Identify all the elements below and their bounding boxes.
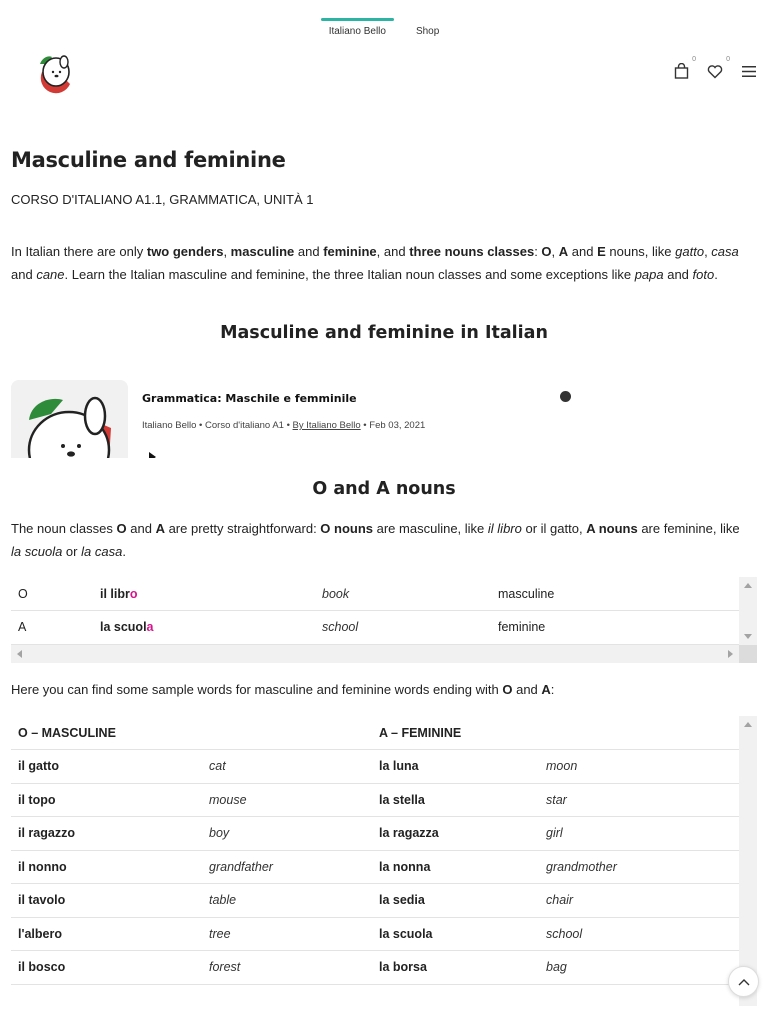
samples-table-wrapper: [11, 716, 757, 1006]
feminine-word: la stella: [372, 783, 539, 817]
masculine-english: forest: [202, 951, 372, 985]
noun-classes-table-wrapper: [11, 577, 757, 663]
page-title: Masculine and feminine: [11, 148, 286, 172]
table-row: [11, 951, 739, 985]
english-cell: school: [315, 611, 491, 645]
masculine-english: mouse: [202, 783, 372, 817]
feminine-english: girl: [539, 817, 739, 851]
gender-cell: masculine: [491, 577, 739, 611]
site-logo[interactable]: [34, 50, 78, 94]
play-icon[interactable]: [149, 452, 156, 458]
word-cell: il libro: [93, 577, 315, 611]
masculine-word: il ragazzo: [11, 817, 202, 851]
masculine-english: cat: [202, 750, 372, 784]
feminine-column-header: A – FEMININE: [372, 716, 739, 750]
noun-classes-table: [11, 577, 739, 645]
intro-paragraph: In Italian there are only two genders, masculine and feminine, and three nouns classes: O, A and E nouns, like gatto, casa and cane. Learn the Italian masculine and feminine, the three Italian noun classes and some exceptions like papa and foto.: [11, 244, 739, 282]
cart-count: 0: [692, 56, 696, 63]
feminine-english: moon: [539, 750, 739, 784]
ending-highlight: o: [129, 586, 138, 601]
masculine-word: il nonno: [11, 850, 202, 884]
table-row: [11, 884, 739, 918]
ending-highlight: a: [146, 620, 154, 635]
horizontal-scrollbar[interactable]: [11, 645, 739, 663]
page-subtitle: CORSO D'ITALIANO A1.1, GRAMMATICA, UNITÀ 1: [11, 192, 314, 207]
heart-icon: [707, 64, 723, 79]
table-row: [11, 750, 739, 784]
dog-cover-icon: [11, 380, 128, 458]
word-cell: la scuola: [93, 611, 315, 645]
feminine-english: bag: [539, 951, 739, 985]
table-header-row: [11, 716, 739, 750]
nav-item-shop[interactable]: Shop: [415, 26, 440, 37]
samples-intro-paragraph: Here you can find some sample words for masculine and feminine words ending with O and A:: [11, 682, 555, 697]
feminine-english: star: [539, 783, 739, 817]
english-cell: book: [315, 577, 491, 611]
chevron-up-icon: [738, 978, 750, 986]
masculine-word: l'albero: [11, 917, 202, 951]
shopping-bag-icon: [674, 63, 689, 79]
table-row: [11, 917, 739, 951]
feminine-word: la ragazza: [372, 817, 539, 851]
class-cell: A: [11, 611, 93, 645]
feminine-english: school: [539, 917, 739, 951]
wishlist-button[interactable]: [706, 56, 730, 80]
table-row: [11, 783, 739, 817]
scroll-up-icon[interactable]: [744, 722, 752, 727]
table-row: [11, 850, 739, 884]
section-heading-o-a-nouns: O and A nouns: [312, 479, 456, 499]
masculine-word: il topo: [11, 783, 202, 817]
scroll-right-icon[interactable]: [728, 650, 733, 658]
spotify-icon[interactable]: [560, 391, 571, 402]
menu-button[interactable]: [740, 62, 758, 80]
masculine-word: il bosco: [11, 951, 202, 985]
episode-author-link[interactable]: By Italiano Bello: [292, 420, 361, 431]
masculine-english: table: [202, 884, 372, 918]
scroll-down-icon[interactable]: [744, 634, 752, 639]
episode-title[interactable]: Grammatica: Maschile e femminile: [142, 392, 357, 405]
vertical-scrollbar[interactable]: [739, 577, 757, 645]
samples-table: [11, 716, 739, 985]
feminine-word: la sedia: [372, 884, 539, 918]
masculine-english: boy: [202, 817, 372, 851]
feminine-english: grandmother: [539, 850, 739, 884]
section-heading-masculine-feminine: Masculine and feminine in Italian: [220, 323, 548, 343]
gender-cell: feminine: [491, 611, 739, 645]
episode-meta: Italiano Bello • Corso d'italiano A1 • By Italiano Bello • Feb 03, 2021: [142, 420, 426, 431]
feminine-english: chair: [539, 884, 739, 918]
masculine-word: il gatto: [11, 750, 202, 784]
masculine-english: grandfather: [202, 850, 372, 884]
back-to-top-button[interactable]: [728, 966, 759, 997]
top-nav: [0, 18, 768, 42]
table-row: [11, 577, 739, 611]
masculine-english: tree: [202, 917, 372, 951]
feminine-word: la scuola: [372, 917, 539, 951]
podcast-embed[interactable]: [11, 380, 571, 458]
feminine-word: la nonna: [372, 850, 539, 884]
class-cell: O: [11, 577, 93, 611]
table-row: [11, 817, 739, 851]
vertical-scrollbar[interactable]: [739, 716, 757, 1006]
masculine-word: il tavolo: [11, 884, 202, 918]
wishlist-count: 0: [726, 56, 730, 63]
header-actions: [672, 56, 758, 80]
o-a-paragraph: The noun classes O and A are pretty straightforward: O nouns are masculine, like il libro or il gatto, A nouns are feminine, like la scuola or la casa.: [11, 521, 740, 559]
masculine-column-header: O – MASCULINE: [11, 716, 372, 750]
scrollbar-corner: [739, 645, 757, 663]
podcast-cover: [11, 380, 128, 458]
dog-logo-icon: [34, 50, 78, 94]
feminine-word: la borsa: [372, 951, 539, 985]
scroll-left-icon[interactable]: [17, 650, 22, 658]
table-row: [11, 611, 739, 645]
cart-button[interactable]: [672, 56, 696, 80]
nav-item-italiano-bello[interactable]: Italiano Bello: [321, 18, 394, 37]
scroll-up-icon[interactable]: [744, 583, 752, 588]
hamburger-menu-icon: [741, 65, 757, 78]
feminine-word: la luna: [372, 750, 539, 784]
